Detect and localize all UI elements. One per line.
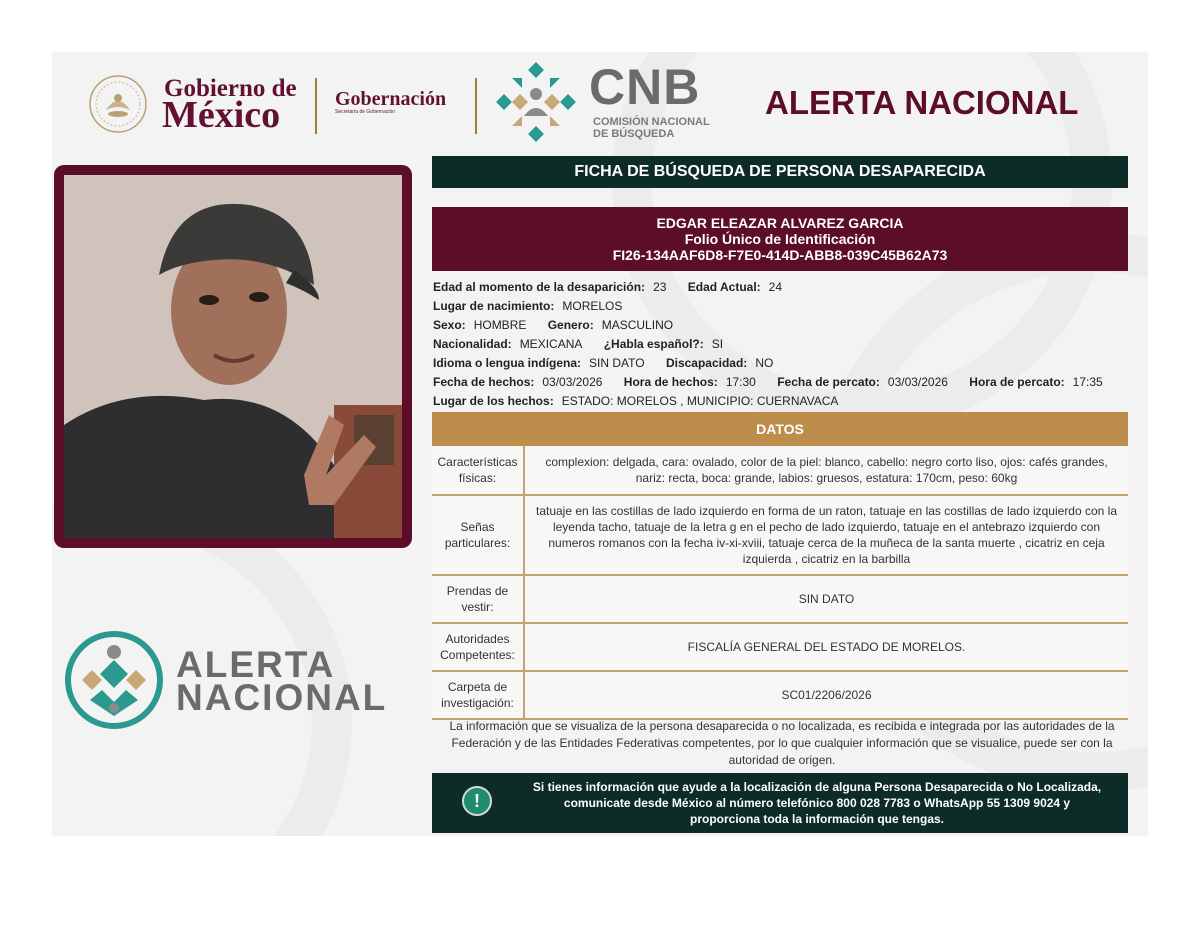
lugar-hechos-value: ESTADO: MORELOS , MUNICIPIO: CUERNAVACA [561, 394, 839, 408]
person-photo [64, 175, 402, 538]
cnb-name [593, 116, 710, 140]
datos-title-bar: DATOS [432, 412, 1128, 446]
person-photo-image [64, 175, 402, 538]
prendas-value: SIN DATO [798, 592, 855, 606]
contact-bar [432, 773, 1128, 833]
cnb-acronym: CNB [589, 59, 701, 115]
contact-line1: Si tienes información que ayude a la localización de alguna Persona Desaparecida o No Localizada, [532, 780, 1102, 794]
info-row [433, 278, 1133, 297]
info-row [433, 316, 1133, 335]
folio-number: FI26-134AAF6D8-F7E0-414D-ABB8-039C45B62A73 [612, 247, 948, 263]
autoridades-label: Autoridades Competentes: [432, 624, 525, 670]
contact-message [512, 779, 1122, 827]
genero-label: Genero: [547, 318, 594, 332]
person-name-bar [432, 207, 1128, 271]
table-row [432, 576, 1128, 624]
prendas-label: Prendas de vestir: [432, 576, 525, 622]
info-row [433, 373, 1133, 392]
table-row [432, 446, 1128, 496]
table-row [432, 672, 1128, 720]
info-row [433, 297, 1133, 316]
alerta-nacional-logo-icon [64, 630, 164, 730]
nacionalidad-label: Nacionalidad: [433, 337, 512, 351]
info-row [433, 354, 1133, 373]
edad-desaparicion-value: 23 [653, 280, 667, 294]
fecha-percato-label: Fecha de percato: [777, 375, 880, 389]
caracteristicas-label: Características físicas: [432, 446, 525, 494]
edad-actual-value: 24 [768, 280, 783, 294]
hora-percato-label: Hora de percato: [969, 375, 1065, 389]
senas-label: Señas particulares: [432, 496, 525, 574]
datos-table [432, 446, 1128, 720]
gobernacion-subtitle: Secretaría de Gobernación [335, 109, 396, 115]
cnb-logo-icon [492, 58, 580, 146]
lugar-hechos-label: Lugar de los hechos: [433, 394, 554, 408]
disclaimer-note: La información que se visualiza de la persona desaparecida o no localizada, es recibida e integrada por las autoridades de la Federación y de las Entidades Federativas competentes, por lo que cualquier información que se visualice, puede ser con la autoridad de origen. [449, 719, 1115, 767]
hora-hechos-value: 17:30 [725, 375, 756, 389]
header-divider [315, 78, 317, 134]
discapacidad-label: Discapacidad: [665, 356, 748, 370]
info-row [433, 335, 1133, 354]
alerta-logo-line2: NACIONAL [176, 677, 388, 718]
table-row [432, 496, 1128, 576]
fecha-hechos-label: Fecha de hechos: [433, 375, 535, 389]
folio-label: Folio Único de Identificación [684, 231, 876, 247]
idioma-label: Idioma o lengua indígena: [433, 356, 582, 370]
table-row [432, 624, 1128, 672]
gobierno-line1: Gobierno de [164, 75, 297, 102]
photo-frame [54, 165, 412, 548]
hora-hechos-label: Hora de hechos: [623, 375, 718, 389]
idioma-value: SIN DATO [589, 356, 645, 370]
lugar-nacimiento-label: Lugar de nacimiento: [433, 299, 555, 313]
lugar-nacimiento-value: MORELOS [562, 299, 623, 313]
edad-actual-label: Edad Actual: [687, 280, 761, 294]
carpeta-label: Carpeta de investigación: [432, 672, 525, 718]
autoridades-value: FISCALÍA GENERAL DEL ESTADO DE MORELOS. [687, 640, 966, 654]
national-seal-icon [88, 74, 148, 134]
carpeta-value: SC01/2206/2026 [781, 688, 872, 702]
caracteristicas-value: complexion: delgada, cara: ovalado, color de la piel: blanco, cabello: negro corto liso, ojos: cafés grandes, nariz: recta, boca: grande, labios: gruesos, estatura: 170cm, peso: 60kg [545, 455, 1108, 485]
header-divider [475, 78, 477, 134]
sexo-label: Sexo: [433, 318, 466, 332]
header [52, 52, 1148, 152]
person-info [433, 278, 1133, 411]
habla-espanol-label: ¿Habla español?: [603, 337, 704, 351]
info-row [433, 392, 1133, 411]
hora-percato-value: 17:35 [1072, 375, 1103, 389]
alerta-nacional-logo-text [176, 644, 388, 718]
alerta-logo-line1: ALERTA [176, 644, 336, 685]
alerta-nacional-title: ALERTA NACIONAL [765, 84, 1079, 121]
cnb-name-line2: DE BÚSQUEDA [593, 128, 675, 140]
senas-value: tatuaje en las costillas de lado izquierdo en forma de un raton, tatuaje en las costillas de lado izquierdo con la leyenda tacho, tatuaje de la letra g en el pecho de lado izquierdo, tatuaje en el antebrazo izquierdo con numeros romanos con la fecha iv-xi-xviii, tatuaje cerca de la muñeca de la santa muerte , cicatriz en ceja izquierda , cicatriz en la barbilla [535, 504, 1118, 566]
sexo-value: HOMBRE [473, 318, 527, 332]
contact-line2: comunicate desde México al número telefónico 800 028 7783 o WhatsApp 55 1309 9024 y [563, 796, 1071, 810]
habla-espanol-value: SI [711, 337, 724, 351]
fecha-hechos-value: 03/03/2026 [542, 375, 603, 389]
nacionalidad-value: MEXICANA [519, 337, 583, 351]
exclamation-icon: ! [462, 786, 492, 816]
ficha-title-bar: FICHA DE BÚSQUEDA DE PERSONA DESAPARECIDA [432, 156, 1128, 188]
contact-line3: proporciona toda la información que tengas. [689, 812, 945, 826]
edad-desaparicion-label: Edad al momento de la desaparición: [433, 280, 646, 294]
genero-value: MASCULINO [601, 318, 674, 332]
gobernacion-logo: Gobernación [335, 88, 447, 110]
fecha-percato-value: 03/03/2026 [887, 375, 948, 389]
cnb-name-line1: COMISIÓN NACIONAL [593, 116, 710, 128]
person-name: EDGAR ELEAZAR ALVAREZ GARCIA [656, 215, 904, 231]
discapacidad-value: NO [755, 356, 774, 370]
ficha-sheet [52, 52, 1148, 836]
gobierno-line2: México [162, 94, 281, 136]
